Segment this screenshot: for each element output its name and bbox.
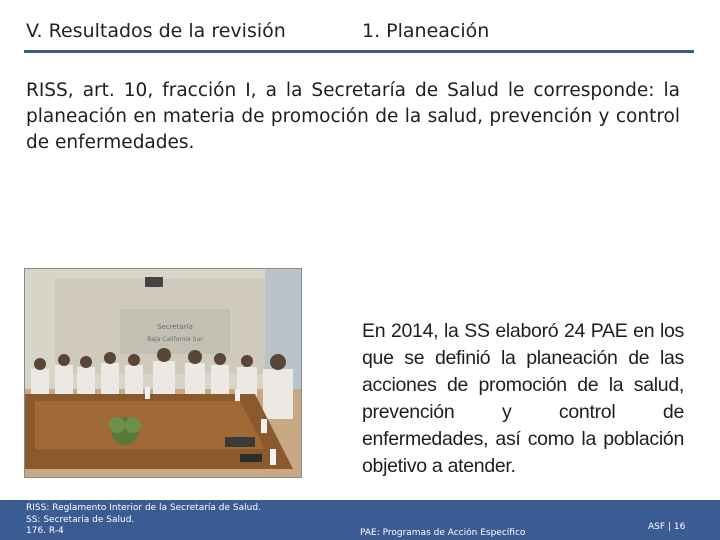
sign-subtext: Baja California Sur: [147, 336, 203, 343]
footnote-reference: 176. R-4: [26, 526, 64, 536]
meeting-photo: [24, 268, 302, 478]
org-label: ASF: [648, 522, 666, 532]
sign-heading: Secretaría: [157, 323, 193, 331]
footnote-ss: SS: Secretaría de Salud.: [26, 514, 135, 525]
body-paragraph: En 2014, la SS elaboró 24 PAE en los que se definió la planeación de las acciones de promoción de la salud, prevención y control de enfermedades, así como la población objetivo a atender.: [362, 320, 684, 477]
footnotes: [26, 503, 261, 538]
page-number: 16: [673, 522, 686, 532]
meeting-photo-illustration: [25, 269, 301, 477]
intro-paragraph: RISS, art. 10, fracción I, a la Secretaría de Salud le corresponde: la planeación en materia de promoción de la salud, prevención y control de enfermedades.: [26, 80, 680, 153]
header-rule: [24, 50, 694, 53]
footnote-riss: RISS: Reglamento Interior de la Secretaría de Salud.: [26, 503, 261, 513]
footnote-pae: PAE: Programas de Acción Específico: [360, 528, 526, 538]
header-section-title: V. Resultados de la revisión: [26, 20, 286, 42]
footer-bar: [0, 500, 720, 540]
page-separator: |: [667, 522, 671, 532]
page-label: [648, 522, 685, 532]
header-subsection-title: 1. Planeación: [362, 20, 490, 42]
